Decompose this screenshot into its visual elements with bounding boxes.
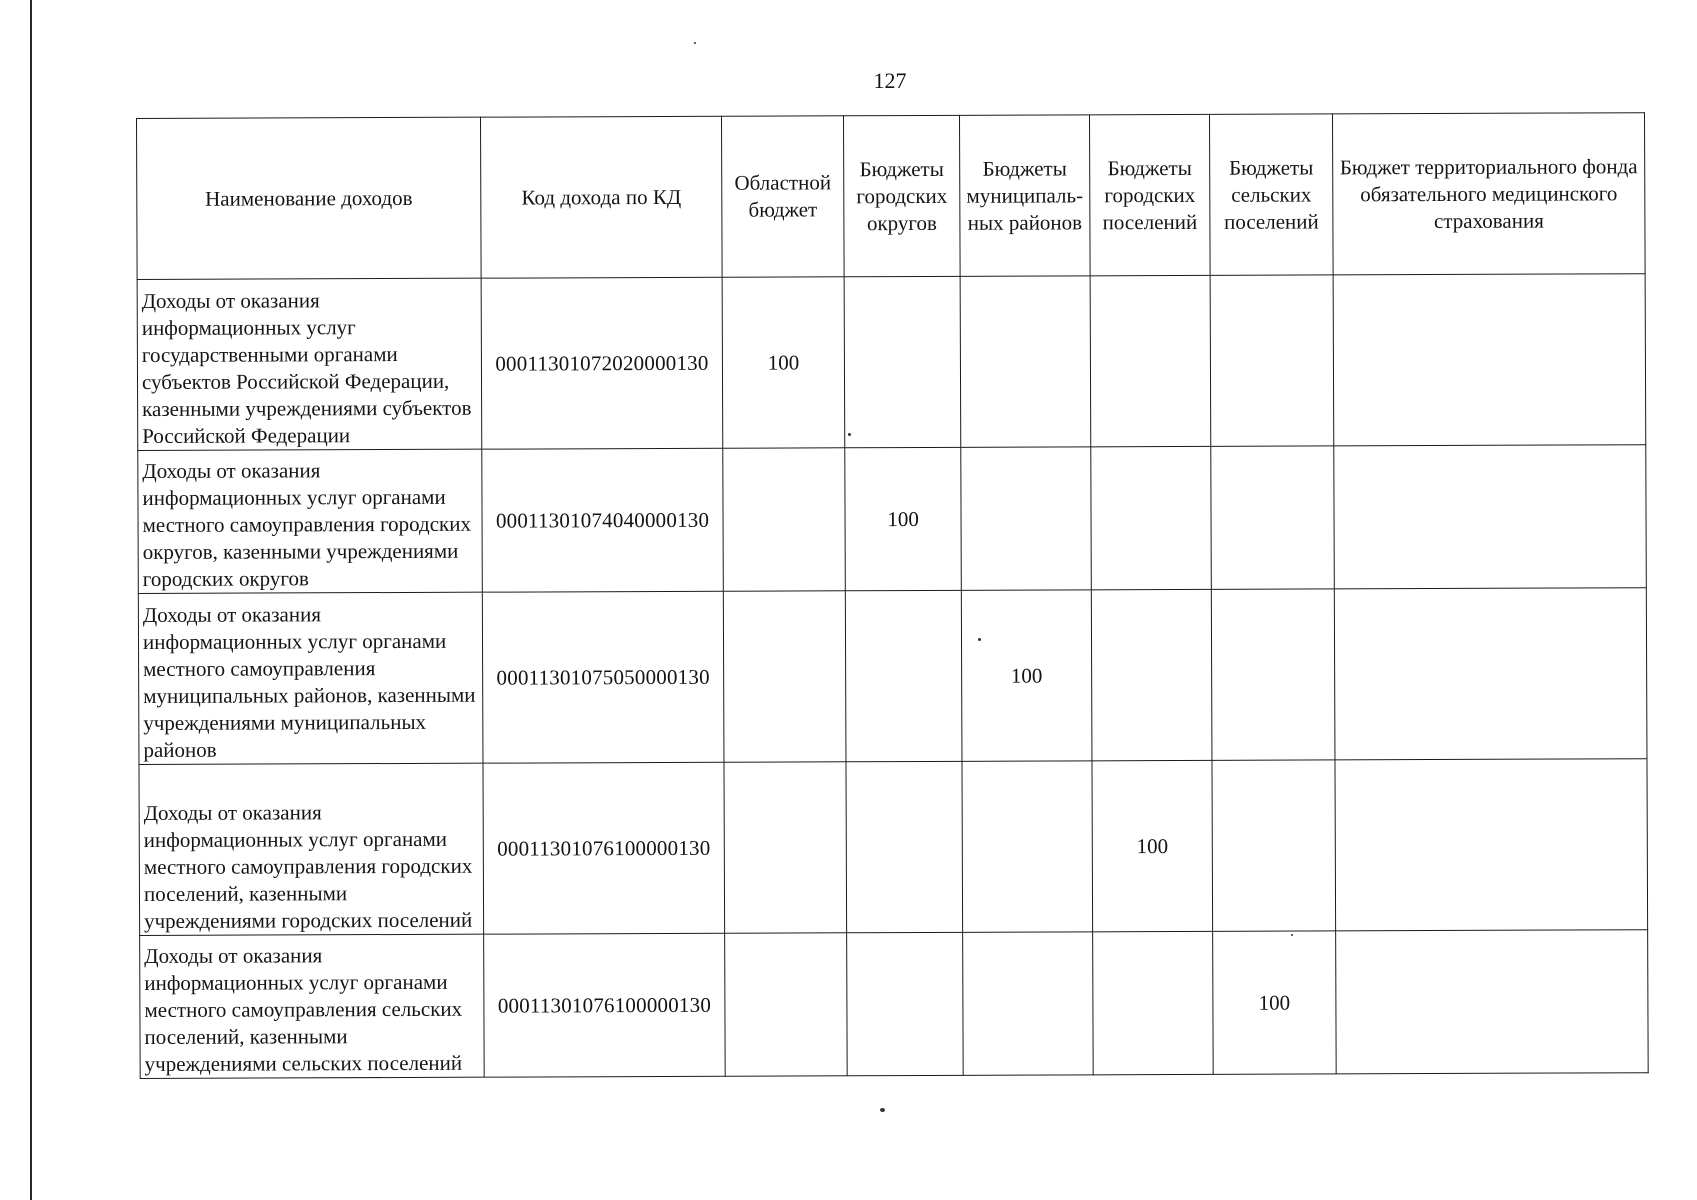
medical-insurance-fund-cell <box>1336 930 1649 1074</box>
table-row <box>137 274 1646 451</box>
regional-budget-cell <box>725 933 848 1076</box>
income-name-cell: Доходы от оказания информационных услуг государственными органами субъектов Российской Федерации, казенными учреждениями субъектов Российской Федерации <box>137 278 482 450</box>
income-code-cell: 00011301075050000130 <box>482 591 724 763</box>
medical-insurance-fund-cell <box>1335 759 1648 931</box>
scan-speck <box>694 42 696 44</box>
urban-settlements-cell <box>1090 275 1211 446</box>
header-urban-settlements: Бюджеты городских поселений <box>1089 114 1210 275</box>
urban-settlements-cell <box>1093 931 1214 1074</box>
municipal-districts-cell <box>962 761 1093 932</box>
income-name-cell: Доходы от оказания информационных услуг органами местного самоуправления городских поселений, казенными учреждениями городских поселений <box>139 763 484 935</box>
header-municipal-districts: Бюджеты муниципаль-ных районов <box>959 115 1090 276</box>
urban-settlements-cell <box>1091 589 1212 760</box>
city-districts-cell <box>844 276 961 447</box>
rural-settlements-cell <box>1211 446 1335 589</box>
rural-settlements-cell: 100 <box>1213 931 1337 1074</box>
scan-speck <box>848 433 851 436</box>
regional-budget-cell <box>723 591 846 762</box>
scan-speck <box>978 638 981 641</box>
income-name-cell: Доходы от оказания информационных услуг органами местного самоуправления муниципальных районов, казенными учреждениями муниципальных районов <box>138 592 483 764</box>
scan-speck <box>880 1108 885 1112</box>
scan-speck <box>1291 934 1293 936</box>
header-income-name: Наименование доходов <box>137 117 482 279</box>
income-code-cell: 00011301074040000130 <box>482 448 724 592</box>
header-rural-settlements: Бюджеты сельских поселений <box>1209 114 1333 275</box>
table-row <box>140 930 1649 1079</box>
medical-insurance-fund-cell <box>1333 274 1646 446</box>
header-row <box>137 113 1646 280</box>
income-distribution-table <box>136 112 1649 1079</box>
rural-settlements-cell <box>1210 275 1334 446</box>
medical-insurance-fund-cell <box>1334 588 1647 760</box>
header-regional-budget: Областной бюджет <box>721 116 844 277</box>
rural-settlements-cell <box>1212 760 1336 931</box>
municipal-districts-cell <box>963 932 1094 1075</box>
income-code-cell: 00011301072020000130 <box>481 277 723 449</box>
income-name-cell: Доходы от оказания информационных услуг органами местного самоуправления городских округов, казенными учреждениями городских округов <box>138 449 483 593</box>
city-districts-cell <box>847 932 964 1075</box>
municipal-districts-cell <box>961 447 1092 590</box>
municipal-districts-cell: 100 <box>961 590 1092 761</box>
income-table-container <box>136 112 1649 1079</box>
urban-settlements-cell: 100 <box>1092 760 1213 931</box>
table-row <box>138 445 1647 594</box>
city-districts-cell <box>846 761 963 932</box>
municipal-districts-cell <box>960 276 1091 447</box>
regional-budget-cell <box>723 448 846 591</box>
urban-settlements-cell <box>1091 446 1212 589</box>
page-number: 127 <box>873 68 907 93</box>
rural-settlements-cell <box>1211 589 1335 760</box>
income-code-cell: 00011301076100000130 <box>483 762 725 934</box>
medical-insurance-fund-cell <box>1334 445 1647 589</box>
table-row <box>139 759 1648 936</box>
header-city-districts: Бюджеты городских округов <box>843 115 960 276</box>
table-row <box>138 588 1647 765</box>
city-districts-cell: 100 <box>845 447 962 590</box>
binding-edge-line <box>30 0 32 1200</box>
income-name-cell: Доходы от оказания информационных услуг органами местного самоуправления сельских поселений, казенными учреждениями сельских поселений <box>140 934 485 1078</box>
regional-budget-cell <box>724 762 847 933</box>
city-districts-cell <box>845 590 962 761</box>
header-income-code: Код дохода по КД <box>480 116 722 278</box>
regional-budget-cell: 100 <box>722 277 845 448</box>
header-medical-insurance-fund: Бюджет территориального фонда обязательного медицинского страхования <box>1332 113 1645 275</box>
income-code-cell: 00011301076100000130 <box>484 933 726 1077</box>
